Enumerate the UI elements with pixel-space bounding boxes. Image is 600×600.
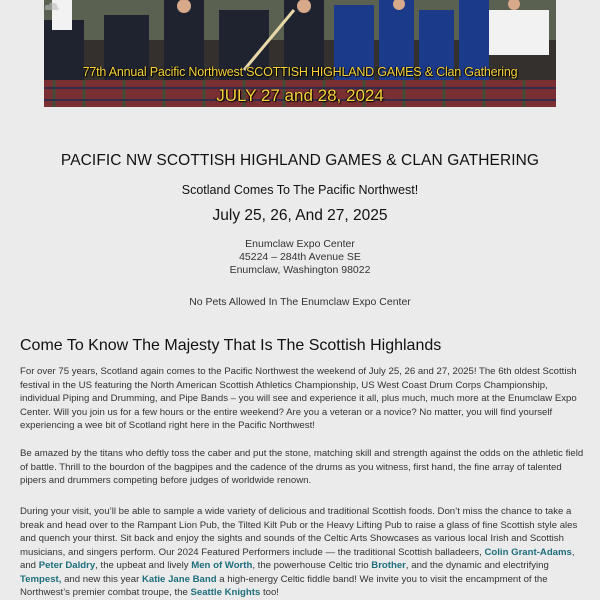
link-men-of-worth[interactable]: Men of Worth — [191, 560, 253, 571]
section-heading: Come To Know The Majesty That Is The Scottish Highlands — [20, 337, 442, 354]
intro-paragraph: For over 75 years, Scotland again comes to the Pacific Northwest the weekend of July 25, 26 and 27, 2025! The 6th oldest Scottish festival in the US featuring the North American Scottish Athletics Championship, US West Coast Drum Corps Championship, individual Piping and Drumming, and Pipe Bands – you will see and experience it all, plus much, much more at the Enumclaw Expo Center. Will you join us for a few hours or the entire weekend? Are you a veteran or a novice? No matter, you will find yourself experiencing a wee bit of Scotland right here in the Pacific Northwest! — [20, 366, 577, 431]
no-pets-notice: No Pets Allowed In The Enumclaw Expo Center — [189, 296, 411, 308]
paragraph-text: , and — [20, 546, 575, 571]
link-tempest[interactable]: Tempest, — [20, 573, 62, 585]
venue-address — [0, 238, 600, 277]
banner-event-dates: JULY 27 and 28, 2024 — [216, 86, 384, 105]
venue-street: 45224 – 284th Avenue SE — [239, 251, 361, 263]
paragraph-text: , and the dynamic and electrifying — [405, 560, 549, 571]
link-katie-jane-band[interactable]: Katie Jane Band — [141, 573, 217, 585]
venue-name: Enumclaw Expo Center — [245, 238, 355, 250]
hero-banner-image — [44, 0, 556, 107]
banner-event-title: 77th Annual Pacific Northwest SCOTTISH HIGHLAND GAMES & Clan Gathering — [82, 65, 518, 79]
paragraph-text: , the powerhouse Celtic trio — [252, 560, 372, 571]
paragraph-text: During your visit, you’ll be able to sample a wide variety of delicious and traditional Scottish foods. Don’t miss the chance to take a break and head over to the Rampant Lion Pub, the Tilted Kilt Pub or the Heavy Lifting Pub to raise a glass of fine Scottish style ales and quench your thirst. Sit back and enjoy the sights and sounds of the Celtic Arts Showcases as various local Irish and Scottish musicians, and singers perform. Our 2024 Featured Performers include — the traditional Scottish balladeers, — [20, 506, 578, 558]
link-brother[interactable]: Brother — [371, 560, 406, 571]
venue-city: Enumclaw, Washington 98022 — [229, 264, 371, 276]
tagline: Scotland Comes To The Pacific Northwest! — [181, 183, 419, 197]
athletics-paragraph: Be amazed by the titans who deftly toss the caber and put the stone, matching skill and strength against the odds on the athletic field of battle. Thrill to the bourdon of the bagpipes and the cadence of the drums as you witness, first hand, the fine array of talented pipers and drummers competing before judges of worldwide renown. — [20, 448, 584, 486]
paragraph-text: a high-energy Celtic fiddle band! We invite you to visit the encampment of the Northwest’s premier combat troupe, the — [20, 573, 548, 598]
link-seattle-knights[interactable]: Seattle Knights — [190, 587, 261, 598]
cloud-icon — [44, 0, 60, 12]
link-peter-daldry[interactable]: Peter Daldry — [38, 560, 96, 571]
food-performers-paragraph — [20, 505, 585, 600]
link-colin-grant-adams[interactable]: Colin Grant-Adams — [484, 546, 572, 558]
event-dates: July 25, 26, And 27, 2025 — [212, 207, 388, 224]
paragraph-text: too! — [260, 587, 279, 598]
page-title: PACIFIC NW SCOTTISH HIGHLAND GAMES & CLAN GATHERING — [60, 152, 540, 169]
paragraph-text: , the upbeat and lively — [95, 560, 192, 571]
paragraph-text: and new this year — [61, 573, 142, 585]
